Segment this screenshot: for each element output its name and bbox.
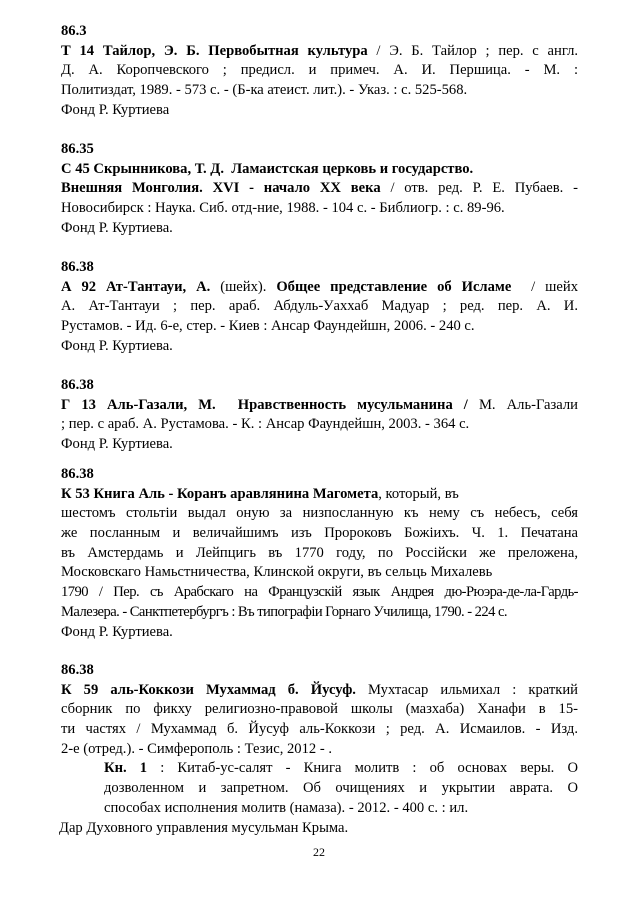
entry-heading-line bbox=[61, 42, 578, 62]
entry-title: К 53 Книга Аль - Коранъ аравлянина Магомета bbox=[61, 485, 379, 502]
entry-text-line: ; пер. с араб. А. Рустамова. - К. : Ансар Фаундейшн, 2003. - 364 с. bbox=[61, 416, 470, 433]
catalog-entry-koran bbox=[61, 465, 578, 642]
entry-responsibility: М. Аль-Газали bbox=[467, 396, 578, 413]
entry-heading-line bbox=[61, 485, 578, 505]
page-number: 22 bbox=[313, 845, 325, 859]
classification-code: 86.38 bbox=[61, 377, 94, 393]
entry-title: К 59 аль-Коккози Мухаммад б. Йусуф. bbox=[61, 681, 356, 698]
catalog-entry-skrynnikova bbox=[61, 140, 578, 238]
catalog-entry-al-ghazali bbox=[61, 376, 578, 455]
entry-text-line: Новосибирск : Наука. Сиб. отд-ние, 1988. - 104 с. - Библиогр. : с. 89-96. bbox=[61, 200, 505, 217]
classification-code: 86.38 bbox=[61, 259, 94, 275]
entry-fund: Фонд Р. Куртиева. bbox=[61, 623, 173, 640]
entry-title: Г 13 Аль-Газали, М. Нравственность мусульманина / bbox=[61, 396, 468, 413]
entry-text-line: Малезера. - Санктпетербургъ : Въ типографіи Горнаго Училища, 1790. - 224 с. bbox=[61, 603, 507, 620]
classification-code: 86.35 bbox=[61, 141, 94, 157]
entry-text-line: 2-е (отред.). - Симферополь : Тезис, 2012 - . bbox=[61, 740, 332, 757]
entry-author-note: (шейх). bbox=[210, 278, 277, 295]
entry-fund: Фонд Р. Куртиева. bbox=[61, 436, 173, 453]
entry-text-line: же посланным и величайшимъ изъ Пророковъ Божіихъ. Ч. 1. Печатана bbox=[61, 525, 578, 542]
entry-text: Мухтасар ильмихал : краткий bbox=[355, 681, 578, 698]
entry-fund: Фонд Р. Куртиева. bbox=[61, 219, 173, 236]
catalog-entry-taylor bbox=[61, 22, 578, 120]
entry-text-line: шестомъ стольтіи выдал оную за низпосланную къ нему съ небесъ, себя bbox=[61, 505, 578, 522]
entry-text-line: 1790 / Пер. съ Арабскаго на Французскій язык Андрея дю-Рюэра-де-ла-Гардь- bbox=[61, 584, 578, 601]
entry-text-line: Политиздат, 1989. - 573 с. - (Б-ка атеист. лит.). - Указ. : с. 525-568. bbox=[61, 82, 468, 99]
entry-fund: Дар Духовного управления мусульман Крыма. bbox=[59, 819, 349, 836]
entry-responsibility: / Э. Б. Тайлор ; пер. с англ. bbox=[367, 42, 578, 59]
entry-author: А 92 Ат-Тантауи, А. bbox=[61, 278, 211, 295]
entry-responsibility: / шейх bbox=[511, 278, 578, 295]
entry-text-line: ти частях / Мухаммад б. Йусуф аль-Коккози ; ред. А. Исмаилов. - Изд. bbox=[61, 721, 578, 738]
entry-text-line: Московскаго Намьстничества, Клинской округи, въ сельць Михалевь bbox=[61, 564, 493, 581]
entry-text-line: сборник по фикху религиозно-правовой школы (мазхаба) Ханафи в 15- bbox=[61, 701, 578, 718]
entry-text: , который, въ bbox=[378, 485, 459, 502]
entry-title-continued: Внешняя Монголия. XVI - начало XX века bbox=[61, 180, 381, 197]
entry-heading-line bbox=[61, 681, 578, 701]
volume-text-line: способах исполнения молитв (намаза). - 2012. - 400 с. : ил. bbox=[104, 799, 469, 816]
entry-title: Общее представление об Исламе bbox=[276, 278, 512, 295]
entry-fund: Фонд Р. Куртиева bbox=[61, 101, 170, 118]
entry-fund: Фонд Р. Куртиева. bbox=[61, 337, 173, 354]
classification-code: 86.38 bbox=[61, 466, 94, 482]
entry-text-line: Д. А. Коропчевского ; предисл. и примеч. А. И. Першица. - М. : bbox=[61, 62, 578, 79]
entry-responsibility: / отв. ред. Р. Е. Пубаев. - bbox=[380, 180, 578, 197]
classification-code: 86.38 bbox=[61, 662, 94, 678]
entry-title: С 45 Скрынникова, Т. Д. Ламаистская церковь и государство. bbox=[61, 160, 474, 177]
catalog-entry-kokkozi bbox=[61, 661, 578, 838]
volume-text-line: дозволенном и запретном. Об очищениях и укрытии аврата. О bbox=[104, 780, 578, 797]
entry-heading-line bbox=[61, 396, 578, 416]
classification-code: 86.3 bbox=[61, 23, 87, 39]
volume-text: : Китаб-ус-салят - Книга молитв : об основах веры. О bbox=[147, 760, 578, 777]
catalog-entry-tantaui bbox=[61, 258, 578, 356]
entry-text-line: въ Амстердамь и Лейпцигь въ 1770 году, по Россійски же преложена, bbox=[61, 544, 578, 561]
entry-text-line: Рустамов. - Ид. 6-е, стер. - Киев : Ансар Фаундейшн, 2006. - 240 с. bbox=[61, 318, 475, 335]
entry-text-line: А. Ат-Тантауи ; пер. араб. Абдуль-Уаххаб Мадуар ; ред. пер. А. И. bbox=[61, 298, 578, 315]
entry-heading-line bbox=[61, 278, 578, 298]
entry-heading-line bbox=[61, 179, 578, 199]
entry-title: Т 14 Тайлор, Э. Б. Первобытная культура bbox=[61, 42, 368, 59]
volume-heading-line bbox=[61, 759, 578, 779]
volume-label: Кн. 1 bbox=[104, 760, 148, 777]
